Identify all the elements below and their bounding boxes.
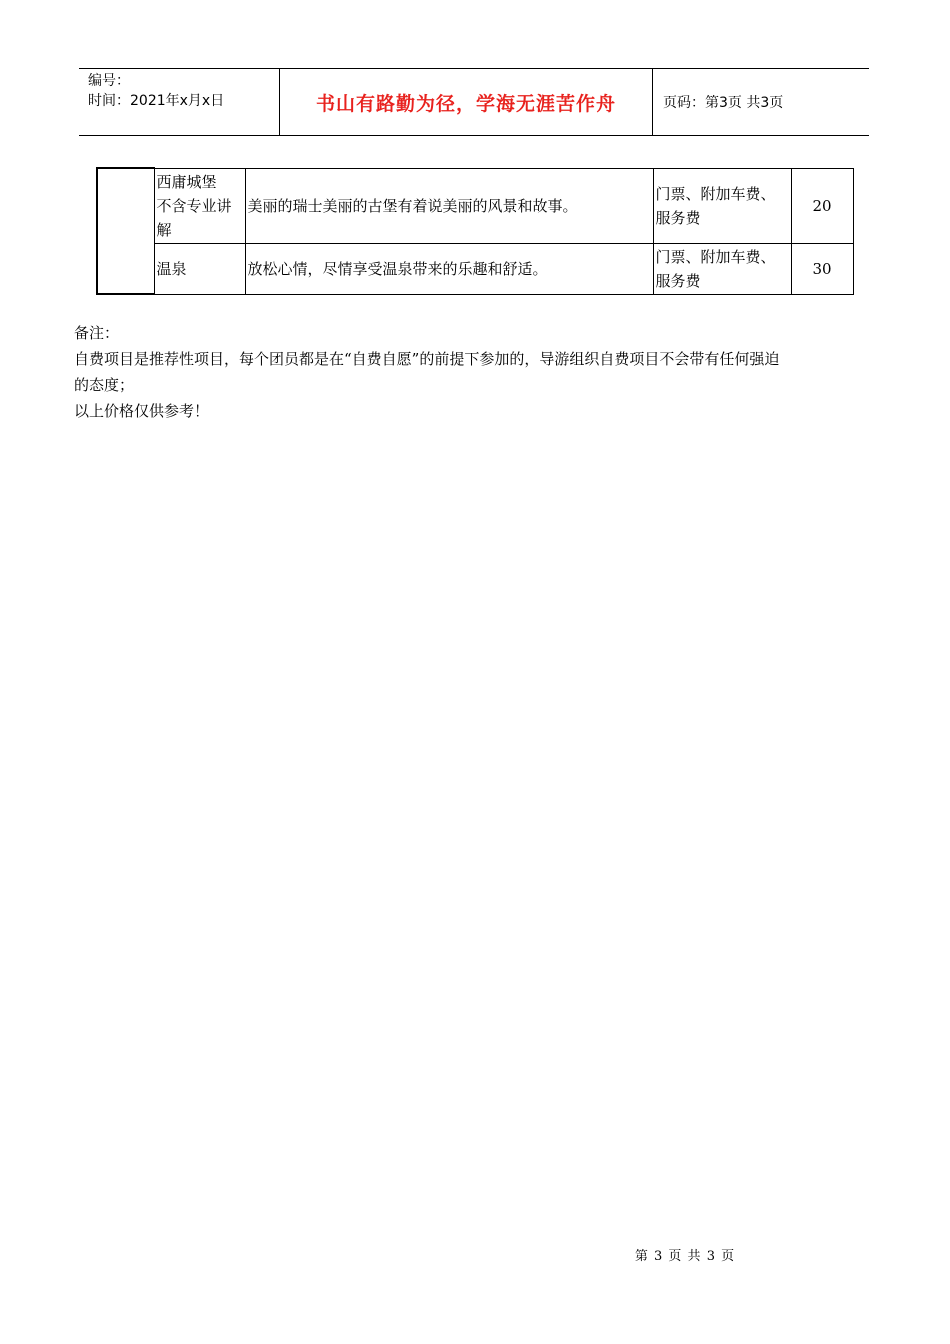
document-header: [79, 68, 869, 136]
notes-line: 自费项目是推荐性项目，每个团员都是在“自费自愿”的前提下参加的，导游组织自费项目不会带有任何强迫: [74, 350, 780, 368]
notes-line: 的态度；: [74, 376, 135, 394]
fees-line: 门票、附加车费、: [655, 247, 776, 266]
description-cell: 美丽的瑞士美丽的古堡有着说美丽的风景和故事。: [245, 168, 653, 243]
header-page-cell: [653, 69, 869, 135]
price-cell: 20: [791, 168, 853, 243]
fees-line: 服务费: [655, 271, 701, 290]
project-name-cell: [154, 168, 245, 243]
self-pay-items-table: [96, 167, 854, 295]
number-label: 编号：: [88, 73, 130, 89]
notes-line: 以上价格仅供参考！: [74, 402, 210, 420]
footer-page-number: 第 3 页 共 3 页: [634, 1249, 736, 1264]
page-footer: [0, 1245, 950, 1264]
motto-text: 书山有路勤为径，学海无涯苦作舟: [315, 92, 616, 115]
notes-title: 备注：: [74, 324, 120, 342]
fees-line: 门票、附加车费、: [655, 184, 776, 203]
project-name-line: 解: [156, 220, 172, 239]
notes-section: [74, 320, 880, 424]
date-label: 时间：2021年x月x日: [88, 93, 225, 109]
fees-cell: [653, 243, 791, 294]
table-row: [97, 168, 853, 243]
project-name-cell: 温泉: [154, 243, 245, 294]
fees-cell: [653, 168, 791, 243]
project-name-line: 不含专业讲: [156, 196, 232, 215]
page-label: 页码：第3页 共3页: [663, 95, 784, 111]
table-row: [97, 243, 853, 294]
description-cell: 放松心情，尽情享受温泉带来的乐趣和舒适。: [245, 243, 653, 294]
fees-line: 服务费: [655, 208, 701, 227]
header-info-cell: [79, 69, 280, 135]
category-cell: [97, 168, 154, 294]
header-motto-cell: [280, 69, 653, 135]
price-cell: 30: [791, 243, 853, 294]
project-name-line: 西庸城堡: [156, 172, 217, 191]
